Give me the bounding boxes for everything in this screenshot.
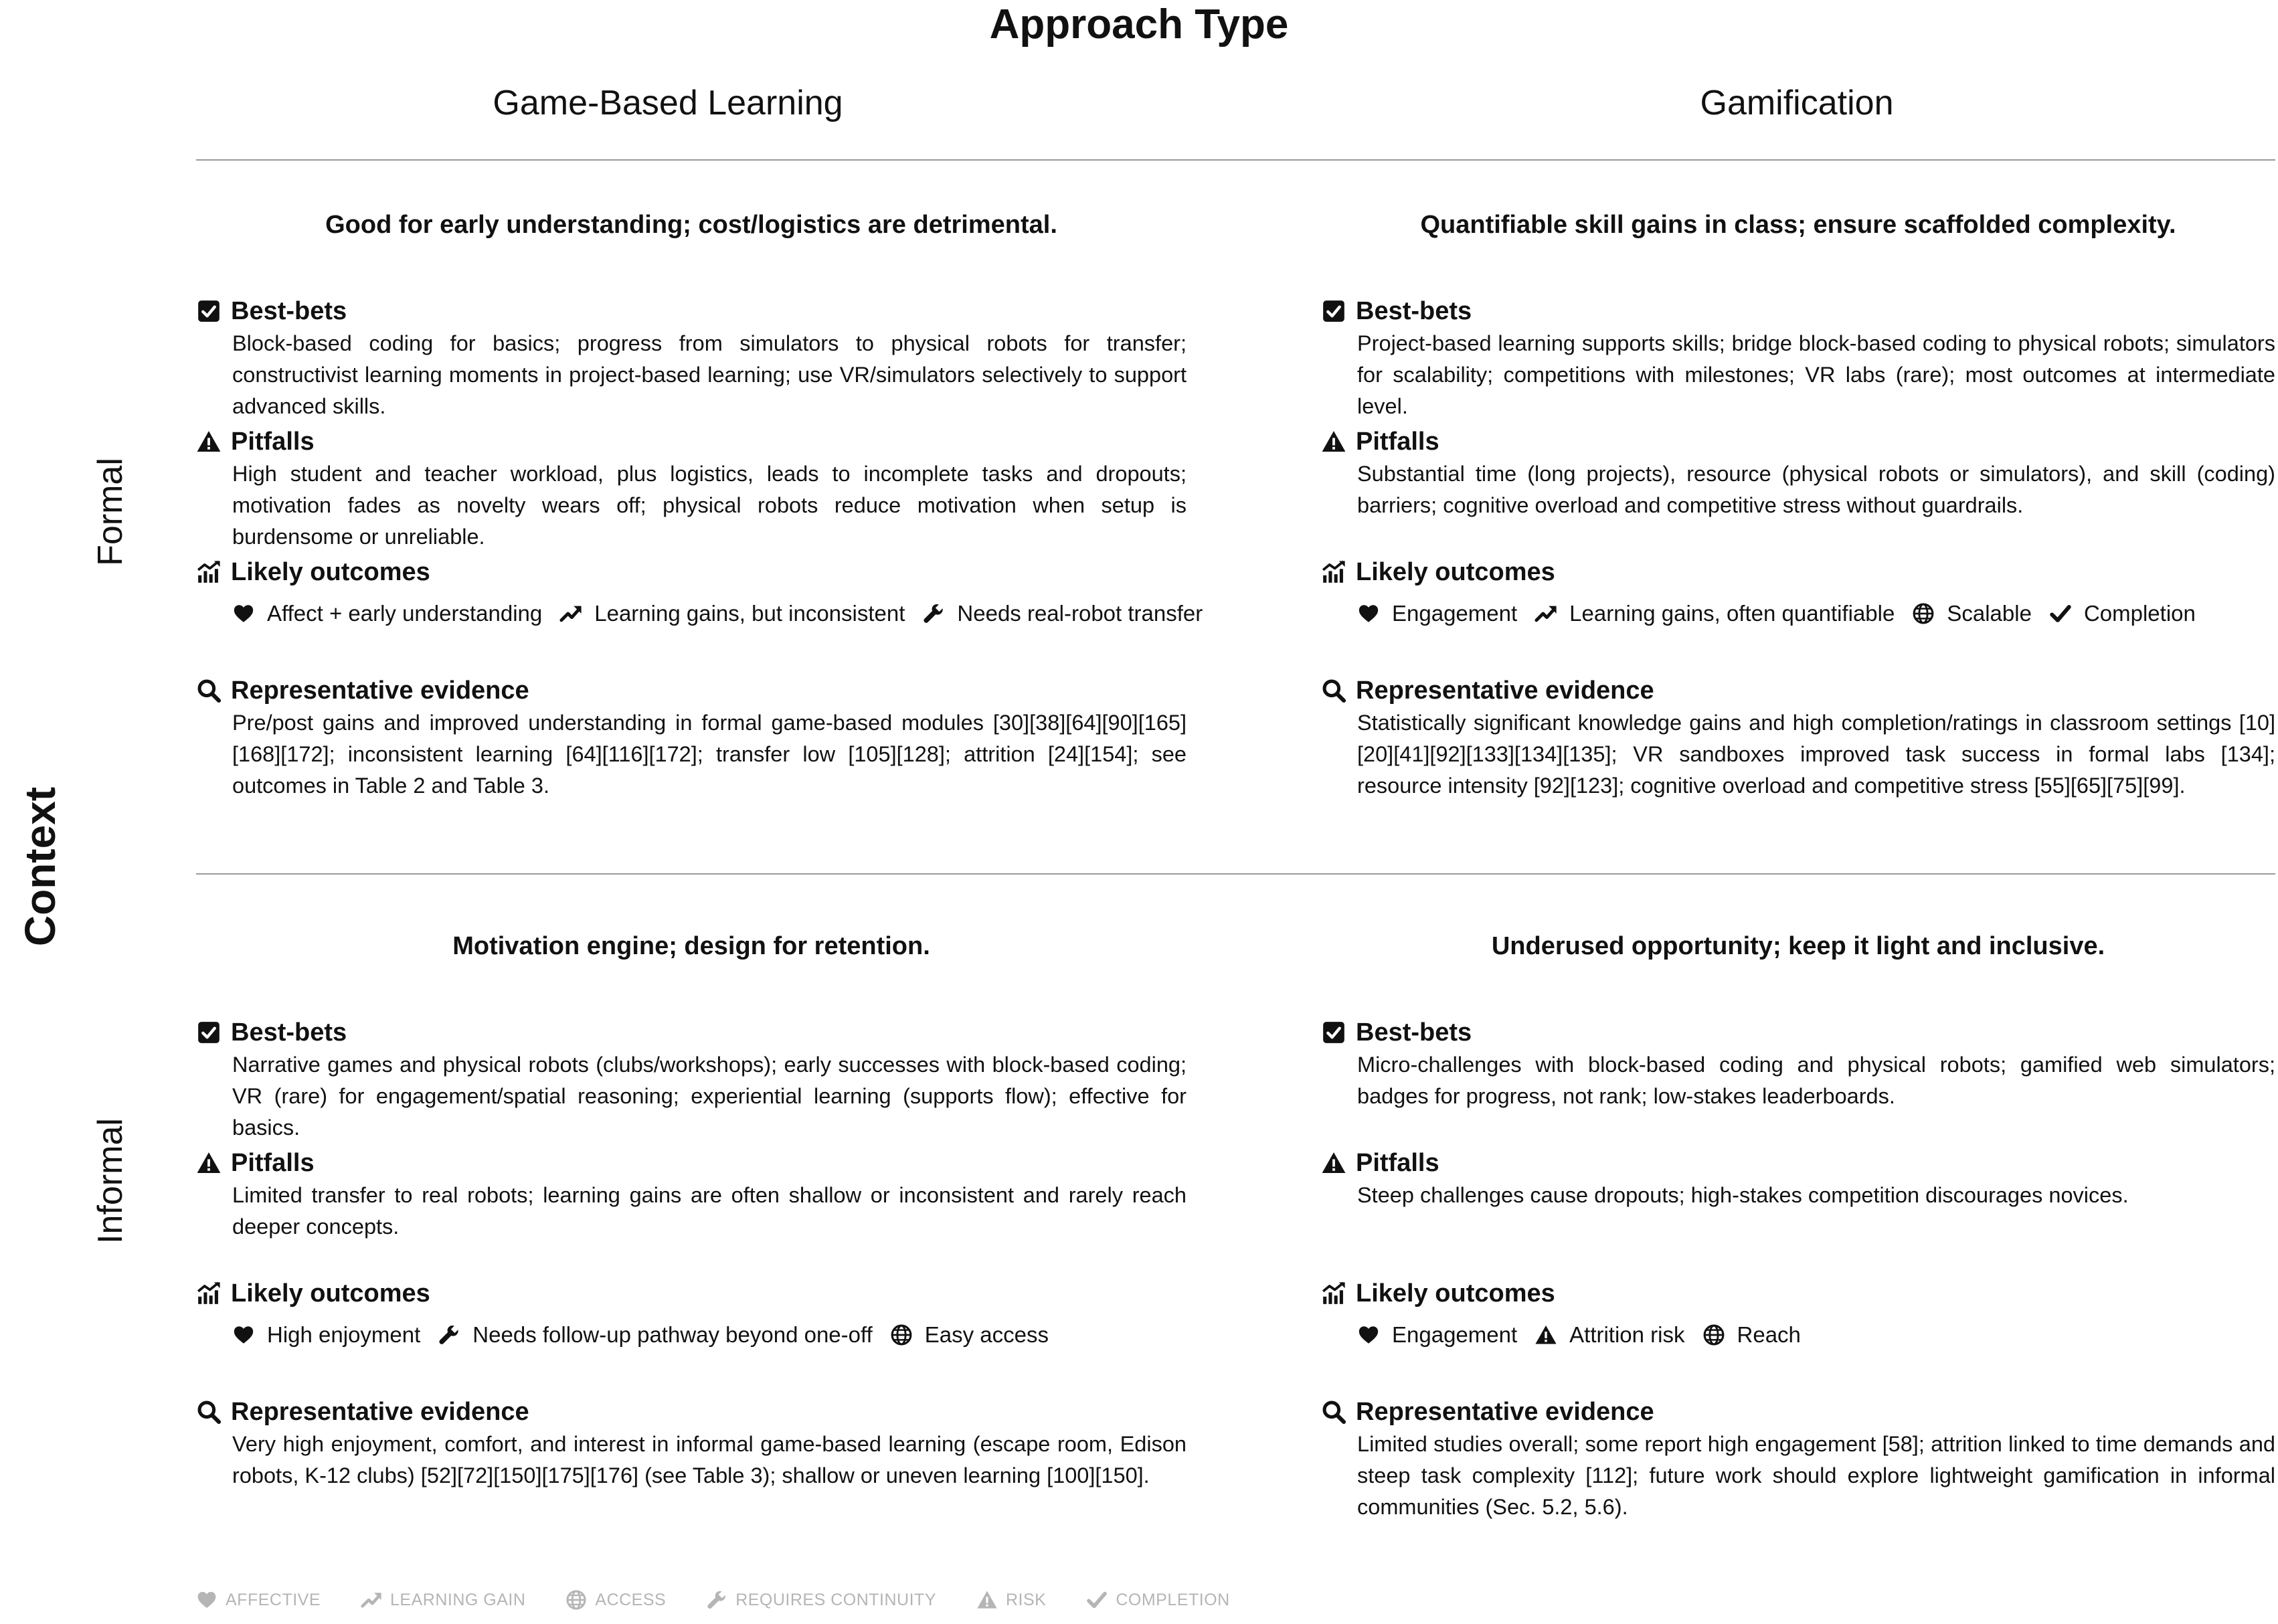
cell-formal-game-based-learning [196,209,1203,885]
best-bets-section [1321,1016,2275,1112]
legend-label: LEARNING GAIN [390,1590,526,1609]
outcome-item [232,601,542,626]
wrench-icon [922,602,957,625]
heart-icon [1357,602,1392,625]
outcome-label: High enjoyment [267,1322,421,1347]
chart-icon [196,559,222,585]
header-divider [196,159,2275,161]
outcome-label: Needs follow-up pathway beyond one-off [472,1322,873,1347]
magnifier-icon [196,1399,222,1425]
likely-outcomes-heading [1321,1277,2275,1310]
outcome-item [922,601,1203,626]
heart-icon [232,602,267,625]
best-bets-heading [196,294,1187,328]
evidence-section [1321,674,2275,802]
outcome-item [890,1322,1049,1348]
cell-heading: Quantifiable skill gains in class; ensure scaffolded complexity. [1420,211,2176,239]
evidence-section [196,1395,1187,1492]
likely-outcomes-title: Likely outcomes [231,557,430,586]
representative-evidence-title: Representative evidence [1356,676,1654,705]
checkbox-icon [1321,298,1346,324]
heart-icon [1357,1324,1392,1346]
pitfalls-heading [1321,425,2275,458]
best-bets-title: Best-bets [231,296,347,325]
magnifier-icon [1321,1399,1346,1425]
pitfalls-section [1321,1146,2275,1211]
outcome-label: Attrition risk [1569,1322,1685,1347]
pitfalls-heading [1321,1146,2275,1180]
pitfalls-text: Limited transfer to real robots; learning gains are often shallow or inconsistent and rarely reach deeper concepts. [232,1183,1187,1239]
best-bets-title: Best-bets [1356,1018,1472,1047]
best-bets-title: Best-bets [231,1018,347,1047]
evidence-text: Statistically significant knowledge gains and high completion/ratings in classroom settings [10][20][41][92][133][134][135]; VR sandboxes improved task success in formal labs [134]; resource intensity [92][123]; cognitive overload and competitive stress [55][65][75][99]. [1357,711,2275,798]
outcomes-section [196,1277,1187,1348]
legend-item [976,1589,1046,1611]
magnifier-icon [1321,678,1346,703]
best-bets-text: Narrative games and physical robots (clubs/workshops); early successes with block-based coding; VR (rare) for engagement/spatial reasoning; experiential learning (supports flow); effective for basics. [232,1053,1187,1140]
best-bets-title: Best-bets [1356,296,1472,325]
likely-outcomes-heading [196,555,1187,589]
outcome-label: Scalable [1947,601,2032,626]
outcome-item [1702,1322,1801,1348]
representative-evidence-heading [196,1395,1187,1429]
representative-evidence-heading [1321,1395,2275,1429]
pitfalls-section [1321,425,2275,521]
outcome-list [232,1322,1187,1348]
column-header-game-based-learning: Game-Based Learning [493,84,843,122]
warning-icon [976,1589,1006,1611]
legend-label: REQUIRES CONTINUITY [735,1590,936,1609]
outcome-list [1357,1322,2275,1348]
globe-icon [1912,602,1947,625]
chart-icon [1321,1281,1346,1306]
pitfalls-title: Pitfalls [231,1148,315,1177]
outcome-item [1535,1322,1684,1348]
column-header-gamification: Gamification [1700,84,1894,122]
representative-evidence-title: Representative evidence [1356,1397,1654,1426]
likely-outcomes-heading [1321,555,2275,589]
outcomes-section [1321,555,2275,626]
representative-evidence-heading [1321,674,2275,707]
pitfalls-title: Pitfalls [1356,1148,1439,1177]
check-icon [1086,1589,1116,1611]
cell-heading: Underused opportunity; keep it light and inclusive. [1491,932,2105,960]
globe-icon [890,1324,925,1346]
outcome-item [1912,601,2032,626]
legend-item [706,1589,936,1611]
likely-outcomes-title: Likely outcomes [231,1279,430,1307]
best-bets-text: Micro-challenges with block-based coding and physical robots; gamified web simulators; badges for progress, not rank; low-stakes leaderboards. [1357,1053,2275,1108]
best-bets-section [196,1016,1187,1144]
best-bets-heading [1321,1016,2275,1049]
best-bets-text: Project-based learning supports skills; bridge block-based coding to physical robots; simulators for scalability; competitions with milestones; VR labs (rare); most outcomes at intermediate level. [1357,331,2275,418]
pitfalls-title: Pitfalls [231,427,315,456]
chart-icon [1321,559,1346,585]
evidence-text: Pre/post gains and improved understanding in formal game-based modules [30][38][64][90][165][168][172]; inconsistent learning [64][116][172]; transfer low [105][128]; attrition [24][154]; see outcomes in Table 2 and Table 3. [232,711,1187,798]
pitfalls-section [196,425,1187,553]
best-bets-heading [196,1016,1187,1049]
warning-icon [1321,429,1346,454]
pitfalls-text: High student and teacher workload, plus logistics, leads to incomplete tasks and dropouts; motivation fades as novelty wears off; physical robots reduce motivation when setup is burdensome or unreliable. [232,462,1187,549]
representative-evidence-title: Representative evidence [231,1397,529,1426]
pitfalls-heading [196,1146,1187,1180]
likely-outcomes-heading [196,1277,1187,1310]
outcome-label: Completion [2083,601,2196,626]
figure-title: Approach Type [989,1,1289,48]
representative-evidence-title: Representative evidence [231,676,529,705]
evidence-text: Very high enjoyment, comfort, and interest in informal game-based learning (escape room, Edison robots, K-12 clubs) [52][72][150][175][176] (see Table 3); shallow or uneven learning [100][150]. [232,1432,1187,1487]
outcome-item [1357,601,1517,626]
trend-icon [1535,602,1569,625]
cell-heading: Good for early understanding; cost/logistics are detrimental. [325,211,1057,239]
evidence-section [196,674,1187,802]
likely-outcomes-title: Likely outcomes [1356,1279,1555,1307]
cell-informal-gamification [1321,930,2275,1606]
pitfalls-heading [196,425,1187,458]
outcome-list [232,601,1203,626]
checkbox-icon [1321,1020,1346,1045]
outcome-label: Engagement [1392,1322,1518,1347]
pitfalls-text: Steep challenges cause dropouts; high-stakes competition discourages novices. [1357,1183,2129,1207]
warning-icon [1321,1150,1346,1176]
globe-icon [1702,1324,1737,1346]
legend-item [361,1589,525,1611]
outcome-list [1357,601,2275,626]
pitfalls-section [196,1146,1187,1243]
outcome-label: Reach [1737,1322,1801,1347]
legend-label: COMPLETION [1116,1590,1230,1609]
representative-evidence-heading [196,674,1187,707]
cell-heading: Motivation engine; design for retention. [452,932,930,960]
chart-icon [196,1281,222,1306]
outcome-item [559,601,905,626]
legend-label: RISK [1006,1590,1047,1609]
outcomes-section [196,555,1203,626]
outcome-label: Needs real-robot transfer [957,601,1203,626]
check-icon [2049,602,2084,625]
evidence-text: Limited studies overall; some report high engagement [58]; attrition linked to time demands and steep task complexity [112]; future work should explore lightweight gamification in informal communities (Sec. 5.2, 5.6). [1357,1432,2275,1519]
likely-outcomes-title: Likely outcomes [1356,557,1555,586]
cell-formal-gamification [1321,209,2275,885]
globe-icon [565,1589,595,1611]
outcome-label: Learning gains, often quantifiable [1569,601,1895,626]
warning-icon [196,1150,222,1176]
legend-item [196,1589,321,1611]
legend-item [1086,1589,1229,1611]
outcomes-section [1321,1277,2275,1348]
pitfalls-text: Substantial time (long projects), resource (physical robots or simulators), and skill (coding) barriers; cognitive overload and competitive stress without guardrails. [1357,462,2275,517]
outcome-item [232,1322,420,1348]
best-bets-section [1321,294,2275,422]
checkbox-icon [196,1020,222,1045]
heart-icon [232,1324,267,1346]
outcome-label: Affect + early understanding [267,601,543,626]
legend-label: ACCESS [595,1590,667,1609]
pitfalls-title: Pitfalls [1356,427,1439,456]
heart-icon [196,1589,226,1611]
warning-icon [1535,1324,1569,1346]
warning-icon [196,429,222,454]
outcome-item [1357,1322,1517,1348]
trend-icon [559,602,594,625]
wrench-icon [706,1589,735,1611]
cell-informal-game-based-learning [196,930,1187,1606]
outcome-item [438,1322,872,1348]
magnifier-icon [196,678,222,703]
wrench-icon [438,1324,472,1346]
best-bets-text: Block-based coding for basics; progress from simulators to physical robots for transfer; constructivist learning moments in project-based learning; use VR/simulators selectively to support advanced skills. [232,331,1187,418]
legend-item [565,1589,666,1611]
best-bets-heading [1321,294,2275,328]
evidence-section [1321,1395,2275,1523]
outcome-label: Engagement [1392,601,1518,626]
checkbox-icon [196,298,222,324]
outcome-label: Easy access [924,1322,1049,1347]
outcome-label: Learning gains, but inconsistent [594,601,905,626]
outcome-item [2049,601,2196,626]
legend-label: AFFECTIVE [226,1590,321,1609]
trend-icon [361,1589,390,1611]
best-bets-section [196,294,1187,422]
outcome-item [1535,601,1895,626]
legend [196,1589,1270,1611]
